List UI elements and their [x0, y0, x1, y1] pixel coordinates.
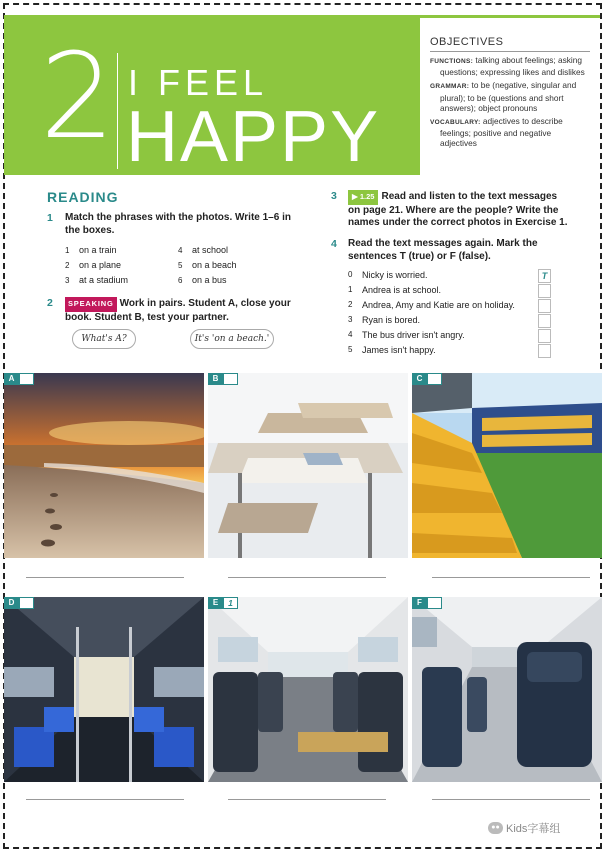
answer-line[interactable]	[26, 799, 184, 800]
exercise-2-instruction	[65, 297, 297, 324]
statement-number: 5	[348, 345, 353, 354]
answer-line[interactable]	[432, 577, 590, 578]
speech-bubble-answer: It's 'on a beach.'	[190, 329, 274, 349]
phrase-item	[178, 260, 237, 270]
header-divider	[117, 53, 118, 169]
audio-track-tag[interactable]: ▶ 1.25	[348, 190, 378, 205]
phrase-text: on a beach	[192, 260, 237, 270]
bus-interior-illustration	[4, 597, 204, 782]
objective-functions	[430, 55, 590, 77]
tf-statement	[335, 315, 550, 330]
reading-title: READING	[47, 189, 119, 205]
exercise-3-text: Read and listen to the text messages on page 21. Where are the people? Write the names under the correct photos in Exercise 1.	[348, 191, 568, 229]
answer-line[interactable]	[26, 577, 184, 578]
photo-label	[4, 597, 34, 609]
photo-letter: F	[412, 597, 427, 609]
exercise-3-instruction	[348, 190, 570, 230]
chat-icon: ●●	[488, 822, 503, 834]
phrase-number: 6	[178, 276, 183, 285]
statement-number: 3	[348, 315, 353, 324]
unit-title-line2: HAPPY	[126, 97, 381, 177]
tf-statement	[335, 330, 550, 345]
phrase-number: 4	[178, 246, 183, 255]
photo-beach	[4, 373, 204, 558]
objective-label: VOCABULARY:	[430, 119, 481, 127]
photo-label	[4, 373, 34, 385]
photo-plane	[412, 597, 602, 782]
objective-text: to be (negative, singular and plural); to be (questions and short answers); object pronouns	[440, 80, 577, 113]
photo-stadium	[412, 373, 602, 558]
tf-answer-box[interactable]	[538, 299, 551, 313]
photo-letter: E	[208, 597, 223, 609]
tf-answer-box[interactable]	[538, 344, 551, 358]
photo-label	[208, 373, 238, 385]
school-desk-illustration	[208, 373, 408, 558]
exercise-4-number: 4	[331, 238, 337, 250]
watermark	[488, 820, 560, 836]
phrase-number: 2	[65, 261, 70, 270]
statement-text: Ryan is bored.	[362, 315, 421, 325]
answer-line[interactable]	[432, 799, 590, 800]
objectives-title: OBJECTIVES	[430, 36, 590, 52]
objective-grammar	[430, 80, 590, 113]
photo-answer-box[interactable]: 1	[223, 597, 238, 609]
photo-answer-box[interactable]	[427, 597, 442, 609]
photo-answer-box[interactable]	[19, 597, 34, 609]
objective-vocabulary	[430, 116, 590, 149]
photo-train	[208, 597, 408, 782]
statement-text: The bus driver isn't angry.	[362, 330, 465, 340]
tf-statement	[335, 345, 550, 360]
photo-letter: A	[4, 373, 19, 385]
objectives-box	[420, 18, 600, 183]
watermark-text: Kids字幕组	[506, 823, 561, 835]
exercise-1-instruction: Match the phrases with the photos. Write 1–6 in the boxes.	[65, 212, 291, 236]
photo-letter: B	[208, 373, 223, 385]
exercise-4-instruction: Read the text messages again. Mark the sentences T (true) or F (false).	[348, 238, 538, 262]
photo-answer-box[interactable]	[223, 373, 238, 385]
objective-label: GRAMMAR:	[430, 83, 470, 91]
unit-number: 2	[40, 27, 114, 165]
objective-text: talking about feelings; asking questions; expressing likes and dislikes	[440, 55, 585, 78]
photo-label	[412, 373, 442, 385]
phrase-text: on a plane	[79, 260, 122, 270]
answer-line[interactable]	[228, 577, 386, 578]
objective-text: adjectives to describe feelings; positive and negative adjectives	[440, 116, 563, 149]
phrase-item	[178, 245, 228, 255]
phrase-number: 5	[178, 261, 183, 270]
objective-label: FUNCTIONS:	[430, 58, 474, 65]
statement-text: Andrea, Amy and Katie are on holiday.	[362, 300, 515, 310]
beach-sunset-illustration	[4, 373, 204, 558]
speech-bubble-question: What's A?	[72, 329, 136, 349]
exercise-1-number: 1	[47, 212, 53, 224]
photo-label	[208, 597, 238, 609]
phrase-item	[178, 275, 227, 285]
phrase-item	[65, 275, 128, 285]
tf-answer-box[interactable]: T	[538, 269, 551, 283]
speaking-tag: SPEAKING	[65, 297, 117, 312]
unit-title-line1: I FEEL	[128, 62, 269, 103]
statement-text: Andrea is at school.	[362, 285, 442, 295]
phrase-text: on a bus	[192, 275, 227, 285]
tf-statement	[335, 300, 550, 315]
photo-answer-box[interactable]	[19, 373, 34, 385]
phrase-number: 1	[65, 246, 70, 255]
photo-bus	[4, 597, 204, 782]
statement-number: 2	[348, 300, 353, 309]
photo-letter: D	[4, 597, 19, 609]
train-interior-illustration	[208, 597, 408, 782]
exercise-2-text: Work in pairs. Student A, close your book. Student B, test your partner.	[65, 298, 291, 323]
tf-answer-box[interactable]	[538, 314, 551, 328]
phrase-text: at school	[192, 245, 229, 255]
phrase-item	[65, 260, 121, 270]
tf-answer-box[interactable]	[538, 284, 551, 298]
phrase-number: 3	[65, 276, 70, 285]
statement-text: Nicky is worried.	[362, 270, 428, 280]
photo-letter: C	[412, 373, 427, 385]
photo-school	[208, 373, 408, 558]
phrase-item	[65, 245, 117, 255]
plane-interior-illustration	[412, 597, 602, 782]
photo-label	[412, 597, 442, 609]
audio-track-number: 1.25	[359, 192, 375, 201]
statement-number: 0	[348, 270, 353, 279]
exercise-3-number: 3	[331, 190, 337, 202]
answer-line[interactable]	[228, 799, 386, 800]
statement-number: 4	[348, 330, 353, 339]
stadium-illustration	[412, 373, 602, 558]
phrase-text: at a stadium	[79, 275, 129, 285]
statement-text: James isn't happy.	[362, 345, 436, 355]
tf-answer-box[interactable]	[538, 329, 551, 343]
statement-number: 1	[348, 285, 353, 294]
tf-statement	[335, 270, 550, 285]
phrase-text: on a train	[79, 245, 117, 255]
exercise-2-number: 2	[47, 297, 53, 309]
tf-statement	[335, 285, 550, 300]
photo-answer-box[interactable]	[427, 373, 442, 385]
